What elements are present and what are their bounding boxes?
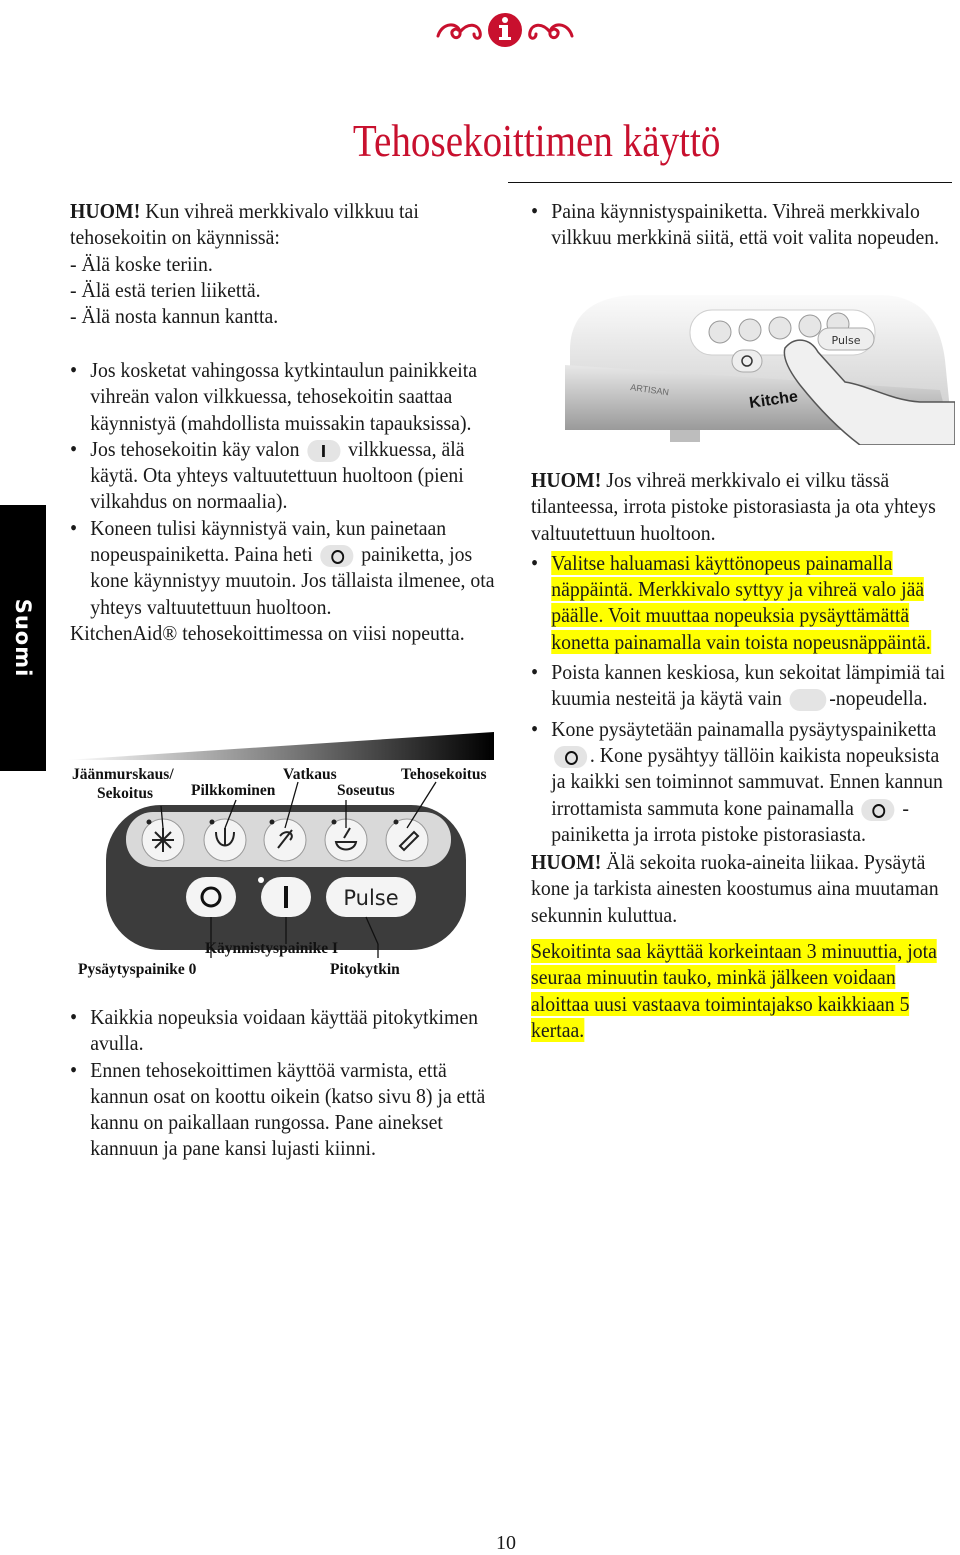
ice-crush-speed-icon	[790, 689, 827, 711]
left-bullets	[70, 357, 510, 646]
list-item: • Ennen tehosekoittimen käyttöä varmista, että kannun osat on koottu oikein (katso sivu 8) ja että kannu on paikallaan rungossa. Pane ainekset kannuun ja pane kansi lujasti kiinni.	[70, 1057, 510, 1162]
list-item-text: painiketta, jos kone käynnistyy muutoin. Jos tällaista ilmenee, ota yhteys valtuutettuun huoltoon.	[90, 542, 495, 619]
list-item: • Jos kosketat vahingossa kytkintaulun painikkeita vihreän valon vilkkuessa, tehosekoitin saattaa käynnistyä (mahdollista muissakin tapauksissa).	[70, 357, 510, 436]
list-item	[70, 436, 510, 515]
label-crush: Jäänmurskaus/	[72, 766, 174, 783]
speed-gradient-wedge	[66, 732, 494, 760]
list-item-text: -nopeudella.	[829, 686, 928, 711]
label-stir: Sekoitus	[97, 785, 153, 802]
note-text: Kun vihreä merkkivalo vilkkuu tai tehosekoitin on käynnissä:	[70, 199, 419, 250]
list-item	[531, 716, 956, 847]
left-bullets-lower	[70, 1004, 510, 1162]
photo-brand-text: Kitche	[748, 388, 799, 412]
list-item-text: . Kone pysähtyy tällöin kaikista nopeuksista ja kaikki sen toiminnot sammuvat. Ennen kannun irrottamista sammuta kone painamalla	[551, 742, 943, 820]
list-item-text: -painiketta ja irrota pistoke pistorasiasta.	[551, 795, 910, 846]
duty-cycle-paragraph	[531, 938, 956, 1043]
stop-button[interactable]	[186, 877, 236, 917]
pulse-button-label: Pulse	[343, 886, 399, 910]
info-ornament-icon	[430, 8, 580, 50]
list-item-text: vilkkuessa, älä käytä. Ota yhteys valtuutettuun huoltoon (pieni vilkahdus on normaalia).	[90, 436, 465, 514]
label-puree: Soseutus	[337, 782, 395, 799]
highlighted-text: Valitse haluamasi käyttönopeus painamalla näppäintä. Merkkivalo syttyy ja vihreä valo jää päälle. Voit muuttaa nopeuksia pysäyttämättä konetta painamalla vain toista nopeusnäppäintä.	[551, 550, 931, 654]
list-item-text: Koneen tulisi käynnistyä vain, kun painetaan nopeuspainiketta. Paina heti	[90, 515, 447, 567]
note-label: HUOM!	[531, 468, 602, 492]
right-note-paragraph	[531, 467, 956, 546]
list-item: • Paina käynnistyspainiketta. Vihreä merkkivalo vilkkuu merkkinä siitä, että voit valita nopeuden.	[531, 198, 956, 251]
left-note	[70, 198, 510, 329]
photo-model-text: ARTISAN	[629, 382, 670, 398]
list-item: • Kaikkia nopeuksia voidaan käyttää pitokytkimen avulla.	[70, 1004, 510, 1057]
list-item-text: Poista kannen keskiosa, kun sekoitat lämpimiä tai kuumia nesteitä ja käytä vain	[551, 660, 946, 711]
list-item-text: Kone pysäytetään painamalla pysäytyspainiketta	[551, 716, 937, 741]
label-mix: Vatkaus	[283, 766, 337, 783]
page-title: Tehosekoittimen käyttö	[352, 115, 720, 166]
right-main	[531, 467, 956, 1043]
note-text: Jos vihreä merkkivalo ei vilku tässä tilanteessa, irrota pistoke pistorasiasta ja ota yhteys valtuutettuun huoltoon.	[531, 468, 936, 545]
list-item	[70, 515, 510, 620]
note-line: - Älä nosta kannun kantta.	[70, 304, 279, 329]
photo-pulse-label: Pulse	[831, 334, 861, 347]
title-divider	[508, 182, 952, 183]
stop-button-icon	[320, 545, 353, 567]
label-pulse-switch: Pitokytkin	[330, 961, 400, 978]
note-label: HUOM!	[531, 850, 602, 875]
label-chop: Pilkkominen	[191, 782, 276, 799]
label-liquefy: Tehosekoitus	[401, 766, 487, 783]
list-item	[531, 550, 956, 655]
right-top-bullet	[531, 198, 956, 251]
stop-button-icon	[554, 746, 587, 768]
blender-control-photo	[560, 290, 955, 445]
list-item-text: Jos tehosekoitin käy valon	[90, 436, 300, 461]
right-note2-paragraph	[531, 849, 956, 928]
side-tab-label: Suomi	[11, 598, 35, 678]
list-item	[531, 659, 956, 712]
label-stop-button: Pysäytyspainike 0	[78, 961, 197, 978]
note-text: Älä sekoita ruoka-aineita liikaa. Pysäytä kone ja tarkista ainesten koostumus aina muutaman sekunnin kuluttua.	[531, 850, 939, 927]
note-line: - Älä estä terien liikettä.	[70, 277, 261, 302]
page-number: 10	[496, 1532, 516, 1554]
language-side-tab	[0, 505, 46, 771]
left-note-paragraph	[70, 198, 510, 251]
note-label: HUOM!	[70, 199, 141, 223]
stop-button-icon	[862, 799, 895, 821]
note-line: - Älä koske teriin.	[70, 251, 213, 276]
start-button-icon	[307, 440, 340, 462]
speeds-paragraph: KitchenAid® tehosekoittimessa on viisi nopeutta.	[70, 620, 465, 645]
highlighted-text: Sekoitinta saa käyttää korkeintaan 3 minuuttia, jota seuraa minuutin tauko, minkä jälkeen voidaan aloittaa uusi vastaava toimintajakso kaikkiaan 5 kertaa.	[531, 939, 937, 1042]
label-start-button: Käynnistyspainike I	[205, 940, 339, 957]
